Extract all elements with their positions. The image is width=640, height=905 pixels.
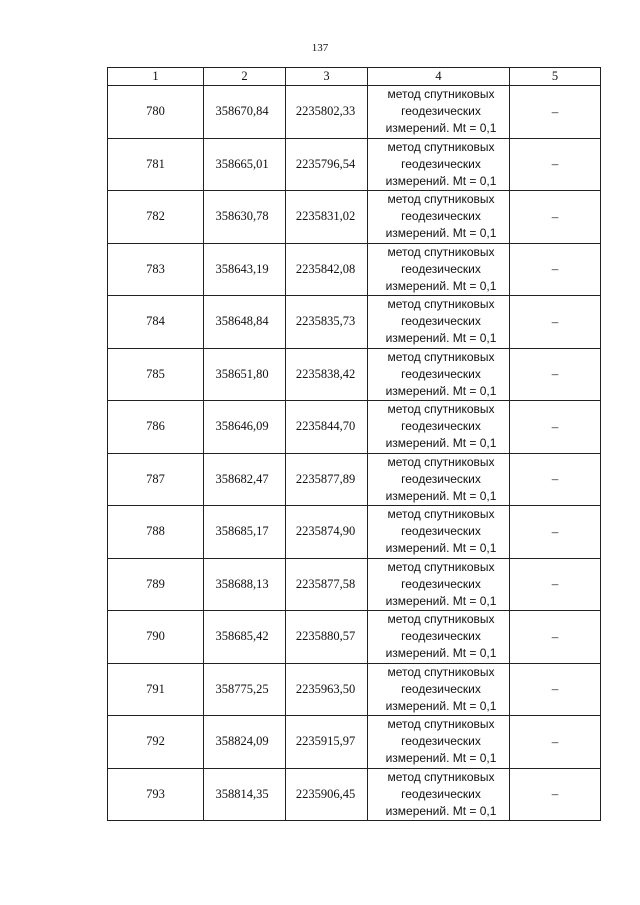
- method-text-line: измерений. Mt = 0,1: [385, 646, 497, 661]
- point-number-cell: 787: [108, 453, 204, 506]
- method-cell: [368, 768, 510, 821]
- method-text-line: измерений. Mt = 0,1: [385, 278, 497, 293]
- note-cell: –: [510, 191, 601, 244]
- method-text-line: измерений. Mt = 0,1: [385, 803, 497, 818]
- method-text-line: измерений. Mt = 0,1: [385, 436, 497, 451]
- method-text-line: геодезических: [401, 156, 481, 171]
- method-text-line: геодезических: [401, 209, 481, 224]
- method-text-line: геодезических: [401, 681, 481, 696]
- page-number: 137: [311, 42, 329, 54]
- table-row: [108, 401, 601, 454]
- note-cell: –: [510, 558, 601, 611]
- y-coordinate-cell: 2235831,02: [286, 191, 368, 244]
- method-text-line: измерений. Mt = 0,1: [385, 751, 497, 766]
- table-row: [108, 243, 601, 296]
- note-cell: –: [510, 348, 601, 401]
- table-body: [108, 86, 601, 821]
- note-cell: –: [510, 86, 601, 139]
- method-text-line: метод спутниковых: [387, 402, 495, 417]
- x-coordinate-cell: 358775,25: [204, 663, 286, 716]
- method-text-line: измерений. Mt = 0,1: [385, 488, 497, 503]
- method-text-line: геодезических: [401, 471, 481, 486]
- note-cell: –: [510, 506, 601, 559]
- note-cell: –: [510, 611, 601, 664]
- method-cell: [368, 558, 510, 611]
- y-coordinate-cell: 2235877,89: [286, 453, 368, 506]
- note-cell: –: [510, 401, 601, 454]
- table-row: [108, 86, 601, 139]
- y-coordinate-cell: 2235844,70: [286, 401, 368, 454]
- x-coordinate-cell: 358824,09: [204, 716, 286, 769]
- y-coordinate-cell: 2235796,54: [286, 138, 368, 191]
- table-row: [108, 191, 601, 244]
- y-coordinate-cell: 2235906,45: [286, 768, 368, 821]
- method-text-line: измерений. Mt = 0,1: [385, 121, 497, 136]
- x-coordinate-cell: 358646,09: [204, 401, 286, 454]
- table-row: [108, 138, 601, 191]
- y-coordinate-cell: 2235838,42: [286, 348, 368, 401]
- y-coordinate-cell: 2235802,33: [286, 86, 368, 139]
- note-cell: –: [510, 296, 601, 349]
- method-cell: [368, 296, 510, 349]
- column-header-2: 2: [204, 68, 286, 86]
- table-row: [108, 348, 601, 401]
- table-row: [108, 611, 601, 664]
- method-cell: [368, 138, 510, 191]
- y-coordinate-cell: 2235963,50: [286, 663, 368, 716]
- point-number-cell: 788: [108, 506, 204, 559]
- method-text-line: метод спутниковых: [387, 87, 495, 102]
- method-text-line: геодезических: [401, 366, 481, 381]
- coordinates-table: [107, 67, 601, 821]
- header-row: [108, 68, 601, 86]
- point-number-cell: 786: [108, 401, 204, 454]
- method-text-line: геодезических: [401, 104, 481, 119]
- x-coordinate-cell: 358688,13: [204, 558, 286, 611]
- method-text-line: метод спутниковых: [387, 717, 495, 732]
- method-text-line: геодезических: [401, 734, 481, 749]
- x-coordinate-cell: 358685,17: [204, 506, 286, 559]
- method-text-line: метод спутниковых: [387, 349, 495, 364]
- method-text-line: метод спутниковых: [387, 139, 495, 154]
- method-text-line: геодезических: [401, 524, 481, 539]
- method-text-line: геодезических: [401, 629, 481, 644]
- method-text-line: измерений. Mt = 0,1: [385, 698, 497, 713]
- point-number-cell: 791: [108, 663, 204, 716]
- method-text-line: измерений. Mt = 0,1: [385, 173, 497, 188]
- method-text-line: измерений. Mt = 0,1: [385, 593, 497, 608]
- method-text-line: метод спутниковых: [387, 612, 495, 627]
- method-text-line: измерений. Mt = 0,1: [385, 541, 497, 556]
- y-coordinate-cell: 2235842,08: [286, 243, 368, 296]
- point-number-cell: 792: [108, 716, 204, 769]
- method-text-line: метод спутниковых: [387, 454, 495, 469]
- method-text-line: измерений. Mt = 0,1: [385, 383, 497, 398]
- y-coordinate-cell: 2235874,90: [286, 506, 368, 559]
- table-header: [108, 68, 601, 86]
- point-number-cell: 793: [108, 768, 204, 821]
- x-coordinate-cell: 358682,47: [204, 453, 286, 506]
- method-text-line: геодезических: [401, 419, 481, 434]
- x-coordinate-cell: 358630,78: [204, 191, 286, 244]
- column-header-3: 3: [286, 68, 368, 86]
- method-cell: [368, 348, 510, 401]
- x-coordinate-cell: 358648,84: [204, 296, 286, 349]
- note-cell: –: [510, 663, 601, 716]
- point-number-cell: 789: [108, 558, 204, 611]
- x-coordinate-cell: 358651,80: [204, 348, 286, 401]
- method-cell: [368, 506, 510, 559]
- x-coordinate-cell: 358665,01: [204, 138, 286, 191]
- x-coordinate-cell: 358685,42: [204, 611, 286, 664]
- method-text-line: метод спутниковых: [387, 192, 495, 207]
- y-coordinate-cell: 2235877,58: [286, 558, 368, 611]
- method-cell: [368, 191, 510, 244]
- method-cell: [368, 86, 510, 139]
- note-cell: –: [510, 138, 601, 191]
- method-text-line: метод спутниковых: [387, 297, 495, 312]
- method-text-line: геодезических: [401, 314, 481, 329]
- method-text-line: геодезических: [401, 261, 481, 276]
- table-row: [108, 716, 601, 769]
- point-number-cell: 783: [108, 243, 204, 296]
- method-text-line: метод спутниковых: [387, 769, 495, 784]
- method-text-line: измерений. Mt = 0,1: [385, 331, 497, 346]
- method-cell: [368, 243, 510, 296]
- y-coordinate-cell: 2235835,73: [286, 296, 368, 349]
- column-header-1: 1: [108, 68, 204, 86]
- point-number-cell: 790: [108, 611, 204, 664]
- point-number-cell: 781: [108, 138, 204, 191]
- table-row: [108, 506, 601, 559]
- x-coordinate-cell: 358643,19: [204, 243, 286, 296]
- y-coordinate-cell: 2235915,97: [286, 716, 368, 769]
- point-number-cell: 784: [108, 296, 204, 349]
- note-cell: –: [510, 768, 601, 821]
- y-coordinate-cell: 2235880,57: [286, 611, 368, 664]
- note-cell: –: [510, 243, 601, 296]
- method-text-line: метод спутниковых: [387, 559, 495, 574]
- method-cell: [368, 401, 510, 454]
- method-text-line: геодезических: [401, 786, 481, 801]
- point-number-cell: 780: [108, 86, 204, 139]
- column-header-5: 5: [510, 68, 601, 86]
- method-cell: [368, 663, 510, 716]
- point-number-cell: 785: [108, 348, 204, 401]
- note-cell: –: [510, 453, 601, 506]
- x-coordinate-cell: 358814,35: [204, 768, 286, 821]
- method-text-line: метод спутниковых: [387, 507, 495, 522]
- column-header-4: 4: [368, 68, 510, 86]
- method-cell: [368, 611, 510, 664]
- note-cell: –: [510, 716, 601, 769]
- x-coordinate-cell: 358670,84: [204, 86, 286, 139]
- table-row: [108, 453, 601, 506]
- method-text-line: измерений. Mt = 0,1: [385, 226, 497, 241]
- table-row: [108, 768, 601, 821]
- method-cell: [368, 453, 510, 506]
- method-text-line: метод спутниковых: [387, 664, 495, 679]
- table-row: [108, 296, 601, 349]
- point-number-cell: 782: [108, 191, 204, 244]
- table-row: [108, 663, 601, 716]
- table-row: [108, 558, 601, 611]
- method-text-line: метод спутниковых: [387, 244, 495, 259]
- method-cell: [368, 716, 510, 769]
- method-text-line: геодезических: [401, 576, 481, 591]
